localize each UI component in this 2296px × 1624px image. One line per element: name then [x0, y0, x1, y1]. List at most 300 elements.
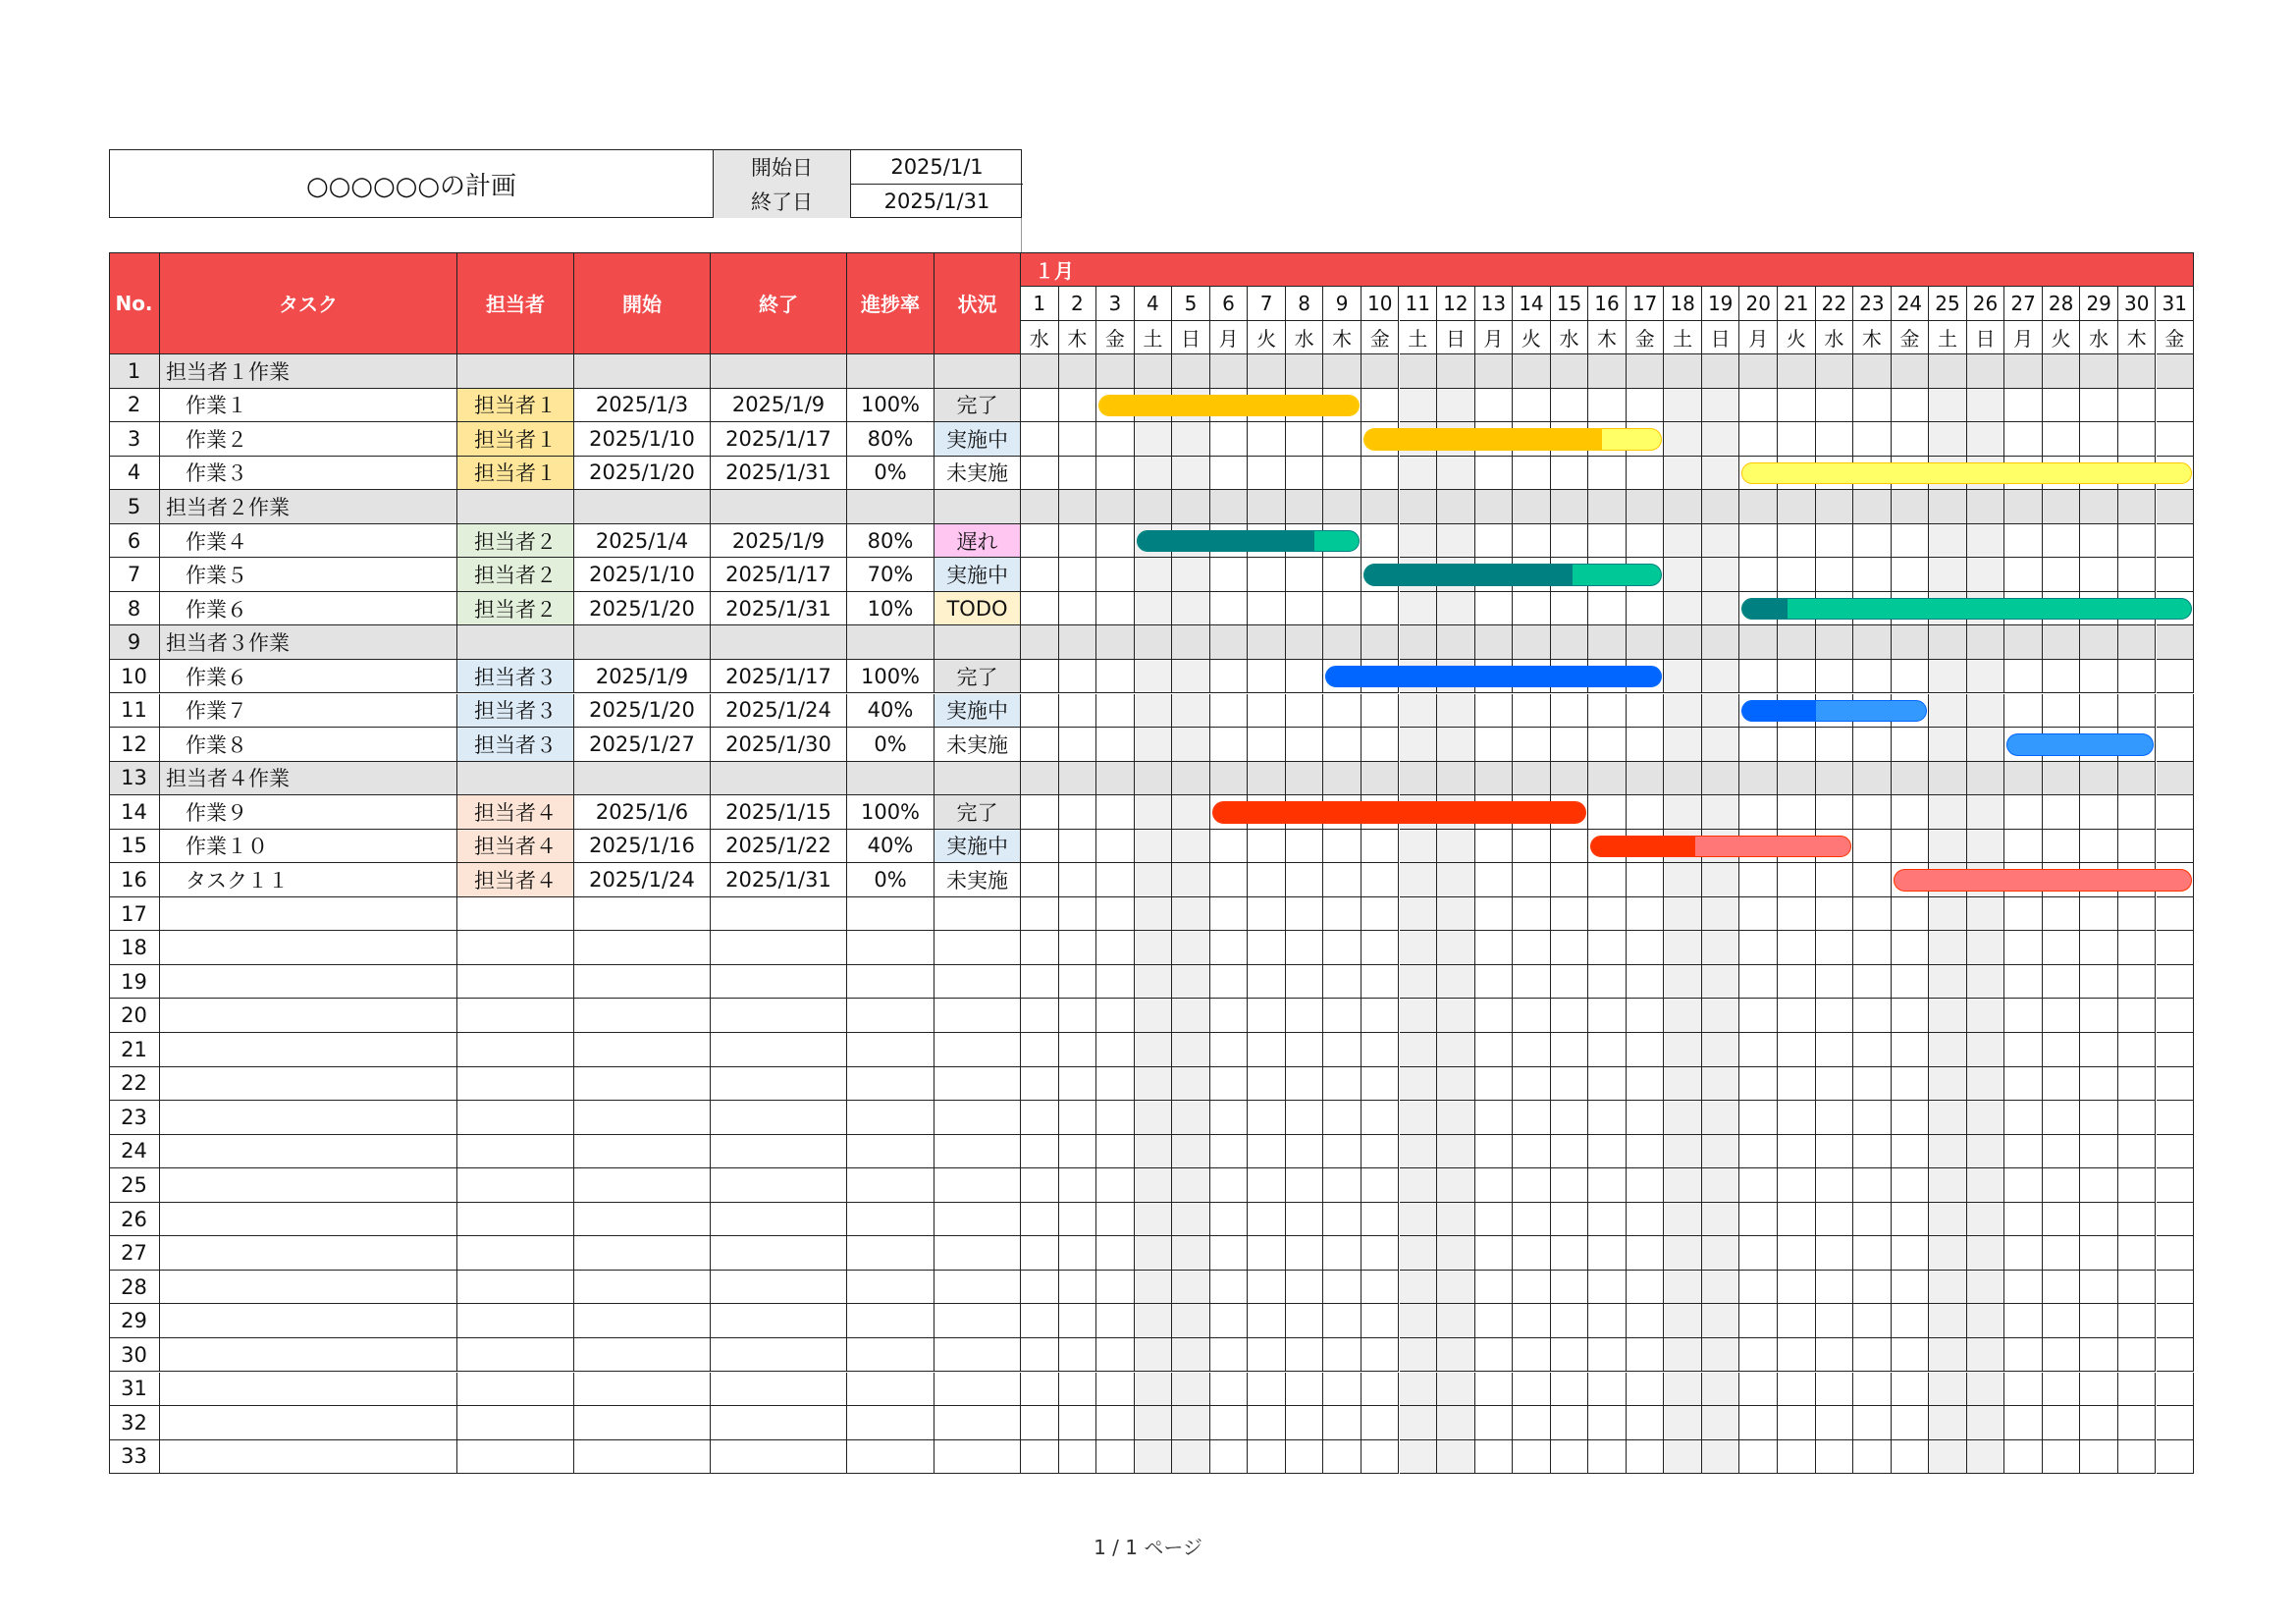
day-cell[interactable]	[1059, 1236, 1097, 1271]
day-cell[interactable]	[1513, 625, 1551, 660]
day-cell[interactable]	[1323, 1236, 1362, 1271]
owner-cell[interactable]	[457, 1236, 574, 1271]
day-cell[interactable]	[1892, 1440, 1930, 1475]
day-cell[interactable]	[1475, 1033, 1514, 1067]
day-cell[interactable]	[1059, 795, 1097, 830]
day-cell[interactable]	[1286, 1236, 1324, 1271]
day-cell[interactable]	[1248, 999, 1286, 1033]
owner-cell[interactable]: 担当者４	[457, 830, 574, 864]
progress-cell[interactable]: 10%	[847, 592, 934, 626]
day-cell[interactable]	[2004, 389, 2043, 423]
day-cell[interactable]	[1892, 795, 1930, 830]
day-cell[interactable]	[1021, 999, 1059, 1033]
day-cell[interactable]	[1853, 1304, 1892, 1338]
day-cell[interactable]	[1513, 490, 1551, 524]
day-cell[interactable]	[2118, 660, 2157, 694]
day-cell[interactable]	[1778, 1406, 1816, 1440]
day-cell[interactable]	[1551, 999, 1589, 1033]
day-cell[interactable]	[1362, 965, 1400, 1000]
day-cell[interactable]	[1096, 931, 1135, 965]
end-date-cell[interactable]	[711, 1168, 847, 1203]
day-cell[interactable]	[1702, 354, 1740, 389]
day-cell[interactable]	[1248, 830, 1286, 864]
day-cell[interactable]	[1739, 389, 1778, 423]
start-date-cell[interactable]: 2025/1/4	[574, 524, 711, 559]
day-cell[interactable]	[1816, 1101, 1854, 1135]
day-cell[interactable]	[1967, 1440, 2005, 1475]
day-cell[interactable]	[2157, 660, 2195, 694]
day-cell[interactable]	[1475, 1271, 1514, 1305]
day-cell[interactable]	[1096, 999, 1135, 1033]
day-cell[interactable]	[1588, 1168, 1627, 1203]
day-cell[interactable]	[1210, 422, 1249, 457]
day-cell[interactable]	[1172, 830, 1210, 864]
day-cell[interactable]	[1551, 1271, 1589, 1305]
day-cell[interactable]	[1816, 389, 1854, 423]
task-name[interactable]: 作業６	[160, 592, 457, 626]
day-cell[interactable]	[1816, 728, 1854, 762]
day-cell[interactable]	[1172, 1271, 1210, 1305]
day-cell[interactable]	[1816, 897, 1854, 932]
day-cell[interactable]	[1739, 660, 1778, 694]
day-cell[interactable]	[2004, 1304, 2043, 1338]
progress-cell[interactable]: 0%	[847, 863, 934, 897]
day-cell[interactable]	[1551, 1236, 1589, 1271]
day-cell[interactable]	[1816, 1135, 1854, 1169]
progress-cell[interactable]: 100%	[847, 660, 934, 694]
status-badge[interactable]: TODO	[934, 592, 1021, 626]
start-date-cell[interactable]	[574, 1033, 711, 1067]
day-cell[interactable]	[1702, 457, 1740, 491]
day-cell[interactable]	[1059, 592, 1097, 626]
day-cell[interactable]	[1513, 965, 1551, 1000]
day-cell[interactable]	[1664, 694, 1702, 729]
owner-cell[interactable]	[457, 965, 574, 1000]
day-cell[interactable]	[2004, 897, 2043, 932]
progress-cell[interactable]	[847, 1338, 934, 1373]
day-cell[interactable]	[2004, 1236, 2043, 1271]
day-cell[interactable]	[1286, 965, 1324, 1000]
day-cell[interactable]	[1437, 1236, 1475, 1271]
day-cell[interactable]	[2004, 558, 2043, 592]
day-cell[interactable]	[1702, 965, 1740, 1000]
day-cell[interactable]	[1021, 1101, 1059, 1135]
owner-cell[interactable]: 担当者１	[457, 422, 574, 457]
day-cell[interactable]	[1967, 1271, 2005, 1305]
day-cell[interactable]	[1210, 354, 1249, 389]
day-cell[interactable]	[1437, 999, 1475, 1033]
end-date-value[interactable]: 2025/1/31	[883, 189, 990, 213]
day-cell[interactable]	[1739, 1304, 1778, 1338]
start-date-cell[interactable]: 2025/1/3	[574, 389, 711, 423]
day-cell[interactable]	[1816, 1271, 1854, 1305]
task-name[interactable]: 作業７	[160, 694, 457, 729]
day-cell[interactable]	[1853, 490, 1892, 524]
day-cell[interactable]	[1135, 1033, 1173, 1067]
day-cell[interactable]	[1323, 1101, 1362, 1135]
end-date-cell[interactable]	[711, 1406, 847, 1440]
day-cell[interactable]	[1021, 931, 1059, 965]
day-cell[interactable]	[2157, 422, 2195, 457]
day-cell[interactable]	[1513, 863, 1551, 897]
day-cell[interactable]	[2004, 1168, 2043, 1203]
day-cell[interactable]	[1286, 1406, 1324, 1440]
day-cell[interactable]	[1172, 1168, 1210, 1203]
day-cell[interactable]	[1323, 1135, 1362, 1169]
task-name[interactable]	[160, 1338, 457, 1373]
day-cell[interactable]	[1513, 354, 1551, 389]
day-cell[interactable]	[1967, 762, 2005, 796]
day-cell[interactable]	[1362, 354, 1400, 389]
day-cell[interactable]	[1778, 931, 1816, 965]
day-cell[interactable]	[1286, 762, 1324, 796]
day-cell[interactable]	[1778, 422, 1816, 457]
day-cell[interactable]	[1551, 1168, 1589, 1203]
day-cell[interactable]	[2080, 1101, 2118, 1135]
day-cell[interactable]	[1172, 660, 1210, 694]
day-cell[interactable]	[1664, 354, 1702, 389]
day-cell[interactable]	[1096, 592, 1135, 626]
task-name[interactable]: 作業４	[160, 524, 457, 559]
day-cell[interactable]	[1664, 490, 1702, 524]
end-date-cell[interactable]: 2025/1/17	[711, 558, 847, 592]
day-cell[interactable]	[1627, 524, 1665, 559]
day-cell[interactable]	[1210, 558, 1249, 592]
day-cell[interactable]	[1323, 1033, 1362, 1067]
day-cell[interactable]	[1096, 1440, 1135, 1475]
day-cell[interactable]	[1816, 490, 1854, 524]
day-cell[interactable]	[1892, 558, 1930, 592]
start-date-cell[interactable]: 2025/1/6	[574, 795, 711, 830]
day-cell[interactable]	[1929, 389, 1967, 423]
day-cell[interactable]	[1702, 999, 1740, 1033]
status-badge[interactable]	[934, 965, 1021, 1000]
owner-cell[interactable]: 担当者３	[457, 694, 574, 729]
day-cell[interactable]	[1778, 625, 1816, 660]
day-cell[interactable]	[1437, 1373, 1475, 1407]
day-cell[interactable]	[1892, 1203, 1930, 1237]
day-cell[interactable]	[1929, 999, 1967, 1033]
day-cell[interactable]	[2157, 1304, 2195, 1338]
progress-cell[interactable]: 40%	[847, 830, 934, 864]
day-cell[interactable]	[1172, 1033, 1210, 1067]
day-cell[interactable]	[1248, 1033, 1286, 1067]
day-cell[interactable]	[1059, 1203, 1097, 1237]
day-cell[interactable]	[1967, 660, 2005, 694]
day-cell[interactable]	[1702, 422, 1740, 457]
day-cell[interactable]	[2043, 694, 2081, 729]
day-cell[interactable]	[1551, 762, 1589, 796]
owner-cell[interactable]	[457, 1135, 574, 1169]
day-cell[interactable]	[1627, 965, 1665, 1000]
day-cell[interactable]	[1362, 1304, 1400, 1338]
day-cell[interactable]	[1135, 1101, 1173, 1135]
day-cell[interactable]	[1513, 389, 1551, 423]
day-cell[interactable]	[1816, 1406, 1854, 1440]
task-name[interactable]	[160, 1203, 457, 1237]
day-cell[interactable]	[1929, 694, 1967, 729]
day-cell[interactable]	[1400, 897, 1438, 932]
day-cell[interactable]	[2080, 1304, 2118, 1338]
day-cell[interactable]	[1627, 762, 1665, 796]
day-cell[interactable]	[2157, 1440, 2195, 1475]
day-cell[interactable]	[1627, 1440, 1665, 1475]
day-cell[interactable]	[1967, 694, 2005, 729]
day-cell[interactable]	[1551, 457, 1589, 491]
day-cell[interactable]	[1664, 1373, 1702, 1407]
day-cell[interactable]	[2043, 1271, 2081, 1305]
day-cell[interactable]	[1248, 965, 1286, 1000]
day-cell[interactable]	[1323, 1304, 1362, 1338]
day-cell[interactable]	[1400, 728, 1438, 762]
day-cell[interactable]	[1588, 1406, 1627, 1440]
day-cell[interactable]	[1248, 1338, 1286, 1373]
day-cell[interactable]	[1210, 1271, 1249, 1305]
day-cell[interactable]	[2157, 694, 2195, 729]
day-cell[interactable]	[1135, 1236, 1173, 1271]
day-cell[interactable]	[1853, 524, 1892, 559]
day-cell[interactable]	[1135, 897, 1173, 932]
day-cell[interactable]	[1135, 422, 1173, 457]
day-cell[interactable]	[1967, 795, 2005, 830]
day-cell[interactable]	[1286, 1304, 1324, 1338]
day-cell[interactable]	[1323, 1168, 1362, 1203]
day-cell[interactable]	[1551, 389, 1589, 423]
day-cell[interactable]	[2118, 931, 2157, 965]
start-date-cell[interactable]	[574, 1271, 711, 1305]
status-badge[interactable]	[934, 897, 1021, 932]
day-cell[interactable]	[1135, 1406, 1173, 1440]
day-cell[interactable]	[2043, 558, 2081, 592]
status-badge[interactable]	[934, 1373, 1021, 1407]
day-cell[interactable]	[2080, 389, 2118, 423]
day-cell[interactable]	[1816, 660, 1854, 694]
day-cell[interactable]	[1096, 863, 1135, 897]
day-cell[interactable]	[1172, 795, 1210, 830]
day-cell[interactable]	[1210, 1338, 1249, 1373]
task-name[interactable]	[160, 1168, 457, 1203]
day-cell[interactable]	[1210, 897, 1249, 932]
day-cell[interactable]	[1929, 422, 1967, 457]
day-cell[interactable]	[1400, 694, 1438, 729]
owner-cell[interactable]	[457, 354, 574, 389]
day-cell[interactable]	[1135, 830, 1173, 864]
day-cell[interactable]	[1172, 1304, 1210, 1338]
day-cell[interactable]	[1816, 1067, 1854, 1102]
day-cell[interactable]	[1021, 1203, 1059, 1237]
day-cell[interactable]	[1588, 931, 1627, 965]
day-cell[interactable]	[2043, 762, 2081, 796]
day-cell[interactable]	[1248, 422, 1286, 457]
day-cell[interactable]	[1248, 863, 1286, 897]
day-cell[interactable]	[1475, 931, 1514, 965]
day-cell[interactable]	[1739, 795, 1778, 830]
day-cell[interactable]	[1248, 660, 1286, 694]
gantt-bar[interactable]	[1741, 700, 1927, 723]
task-name[interactable]: 作業３	[160, 457, 457, 491]
day-cell[interactable]	[1551, 1033, 1589, 1067]
day-cell[interactable]	[1437, 965, 1475, 1000]
day-cell[interactable]	[1210, 1033, 1249, 1067]
day-cell[interactable]	[2004, 490, 2043, 524]
day-cell[interactable]	[1059, 1168, 1097, 1203]
day-cell[interactable]	[2043, 625, 2081, 660]
day-cell[interactable]	[1362, 1271, 1400, 1305]
day-cell[interactable]	[1323, 1338, 1362, 1373]
day-cell[interactable]	[1551, 694, 1589, 729]
start-date-cell[interactable]: 2025/1/10	[574, 422, 711, 457]
day-cell[interactable]	[1096, 1338, 1135, 1373]
day-cell[interactable]	[2157, 490, 2195, 524]
day-cell[interactable]	[1248, 897, 1286, 932]
day-cell[interactable]	[1588, 490, 1627, 524]
day-cell[interactable]	[1702, 625, 1740, 660]
day-cell[interactable]	[1853, 965, 1892, 1000]
gantt-bar[interactable]	[1137, 530, 1360, 553]
day-cell[interactable]	[1929, 660, 1967, 694]
day-cell[interactable]	[1362, 524, 1400, 559]
day-cell[interactable]	[1475, 1440, 1514, 1475]
day-cell[interactable]	[1551, 1203, 1589, 1237]
status-badge[interactable]	[934, 1406, 1021, 1440]
day-cell[interactable]	[1664, 1135, 1702, 1169]
day-cell[interactable]	[1892, 1304, 1930, 1338]
day-cell[interactable]	[1967, 965, 2005, 1000]
day-cell[interactable]	[1021, 762, 1059, 796]
day-cell[interactable]	[1892, 524, 1930, 559]
day-cell[interactable]	[1702, 795, 1740, 830]
day-cell[interactable]	[1362, 1101, 1400, 1135]
owner-cell[interactable]: 担当者２	[457, 558, 574, 592]
day-cell[interactable]	[1702, 1203, 1740, 1237]
day-cell[interactable]	[1853, 660, 1892, 694]
progress-cell[interactable]: 70%	[847, 558, 934, 592]
progress-cell[interactable]	[847, 1101, 934, 1135]
day-cell[interactable]	[1551, 490, 1589, 524]
day-cell[interactable]	[1664, 1067, 1702, 1102]
day-cell[interactable]	[1437, 1033, 1475, 1067]
day-cell[interactable]	[1172, 1067, 1210, 1102]
day-cell[interactable]	[1096, 1373, 1135, 1407]
day-cell[interactable]	[1172, 1338, 1210, 1373]
day-cell[interactable]	[1588, 1271, 1627, 1305]
day-cell[interactable]	[1286, 490, 1324, 524]
day-cell[interactable]	[1664, 1236, 1702, 1271]
status-badge[interactable]: 完了	[934, 795, 1021, 830]
day-cell[interactable]	[1513, 1304, 1551, 1338]
day-cell[interactable]	[1739, 1067, 1778, 1102]
start-date-cell[interactable]	[574, 1168, 711, 1203]
day-cell[interactable]	[1323, 490, 1362, 524]
day-cell[interactable]	[1059, 762, 1097, 796]
day-cell[interactable]	[1210, 660, 1249, 694]
day-cell[interactable]	[1853, 795, 1892, 830]
day-cell[interactable]	[1739, 762, 1778, 796]
day-cell[interactable]	[1323, 592, 1362, 626]
day-cell[interactable]	[1929, 1135, 1967, 1169]
day-cell[interactable]	[1816, 965, 1854, 1000]
day-cell[interactable]	[1135, 795, 1173, 830]
day-cell[interactable]	[1248, 1304, 1286, 1338]
day-cell[interactable]	[1210, 625, 1249, 660]
start-date-cell[interactable]: 2025/1/24	[574, 863, 711, 897]
start-date-cell[interactable]	[574, 625, 711, 660]
day-cell[interactable]	[1664, 1440, 1702, 1475]
day-cell[interactable]	[1059, 1101, 1097, 1135]
day-cell[interactable]	[2004, 694, 2043, 729]
day-cell[interactable]	[1627, 1271, 1665, 1305]
day-cell[interactable]	[1400, 1203, 1438, 1237]
end-date-cell[interactable]	[711, 1440, 847, 1475]
day-cell[interactable]	[1853, 1067, 1892, 1102]
day-cell[interactable]	[1362, 592, 1400, 626]
day-cell[interactable]	[1967, 625, 2005, 660]
day-cell[interactable]	[1816, 625, 1854, 660]
day-cell[interactable]	[1323, 422, 1362, 457]
day-cell[interactable]	[1323, 762, 1362, 796]
day-cell[interactable]	[1664, 795, 1702, 830]
day-cell[interactable]	[1210, 863, 1249, 897]
progress-cell[interactable]	[847, 897, 934, 932]
day-cell[interactable]	[1627, 1101, 1665, 1135]
day-cell[interactable]	[2118, 1271, 2157, 1305]
day-cell[interactable]	[1551, 965, 1589, 1000]
day-cell[interactable]	[1588, 1135, 1627, 1169]
day-cell[interactable]	[1362, 1203, 1400, 1237]
day-cell[interactable]	[1059, 728, 1097, 762]
day-cell[interactable]	[1892, 999, 1930, 1033]
day-cell[interactable]	[1627, 1033, 1665, 1067]
day-cell[interactable]	[1739, 524, 1778, 559]
day-cell[interactable]	[1021, 1135, 1059, 1169]
day-cell[interactable]	[1172, 1135, 1210, 1169]
day-cell[interactable]	[1323, 457, 1362, 491]
owner-cell[interactable]	[457, 1440, 574, 1475]
day-cell[interactable]	[1778, 1067, 1816, 1102]
day-cell[interactable]	[1135, 1373, 1173, 1407]
day-cell[interactable]	[1021, 1033, 1059, 1067]
day-cell[interactable]	[1778, 660, 1816, 694]
task-name[interactable]: タスク１１	[160, 863, 457, 897]
day-cell[interactable]	[1286, 1067, 1324, 1102]
day-cell[interactable]	[1513, 1033, 1551, 1067]
day-cell[interactable]	[1362, 1236, 1400, 1271]
progress-cell[interactable]: 0%	[847, 457, 934, 491]
owner-cell[interactable]	[457, 1406, 574, 1440]
day-cell[interactable]	[1172, 457, 1210, 491]
day-cell[interactable]	[1172, 1236, 1210, 1271]
day-cell[interactable]	[1059, 1373, 1097, 1407]
day-cell[interactable]	[1929, 1168, 1967, 1203]
day-cell[interactable]	[1437, 1304, 1475, 1338]
day-cell[interactable]	[2043, 1406, 2081, 1440]
day-cell[interactable]	[1513, 1067, 1551, 1102]
day-cell[interactable]	[1853, 389, 1892, 423]
day-cell[interactable]	[1362, 1406, 1400, 1440]
day-cell[interactable]	[1210, 931, 1249, 965]
day-cell[interactable]	[1739, 1033, 1778, 1067]
day-cell[interactable]	[1627, 1373, 1665, 1407]
day-cell[interactable]	[1664, 1168, 1702, 1203]
day-cell[interactable]	[1210, 1101, 1249, 1135]
day-cell[interactable]	[2004, 830, 2043, 864]
status-badge[interactable]	[934, 931, 1021, 965]
day-cell[interactable]	[1739, 1271, 1778, 1305]
day-cell[interactable]	[1816, 1304, 1854, 1338]
day-cell[interactable]	[1437, 1271, 1475, 1305]
day-cell[interactable]	[2080, 694, 2118, 729]
end-date-cell[interactable]: 2025/1/17	[711, 660, 847, 694]
